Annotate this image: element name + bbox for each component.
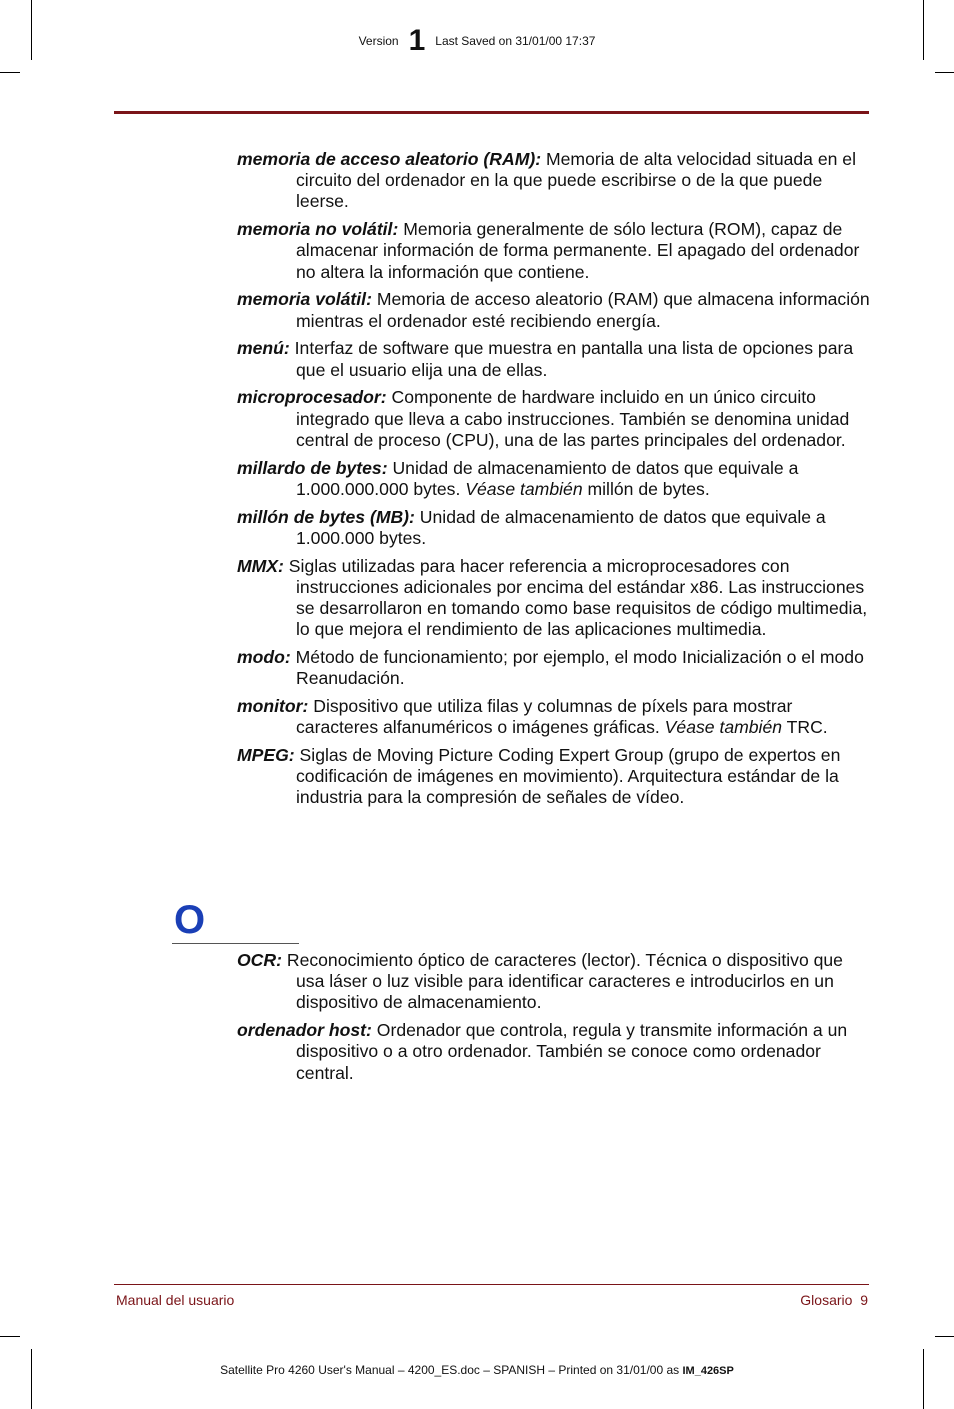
entry-definition: Unidad de almacenamiento de datos que equivale a 1.000.000.000 bytes.: [296, 457, 799, 499]
section-heading-o: O: [174, 898, 206, 942]
glossary-entry: [237, 696, 872, 738]
entry-term: OCR:: [237, 950, 282, 970]
crop-mark: [0, 1336, 20, 1337]
entry-term: microprocesador:: [237, 387, 387, 408]
glossary-entry: [237, 647, 872, 689]
entry-definition: Siglas utilizadas para hacer referencia a microprocesadores con instrucciones adicionales por encima del estándar x86. Las instrucciones se desarrollaron en tomando como base requisitos de código multimedia, lo que mejora el rendimiento de las aplicaciones multimedia.: [283, 555, 868, 640]
glossary-entry: [237, 458, 872, 500]
entry-definition: Memoria generalmente de sólo lectura (ROM), capaz de almacenar información de forma permanente. El apagado del ordenador no altera la información que contiene.: [296, 219, 860, 282]
crop-mark: [31, 1349, 32, 1409]
entry-definition: Memoria de acceso aleatorio (RAM) que almacena información mientras el ordenador esté recibiendo energía.: [296, 289, 870, 331]
entry-term: millardo de bytes:: [237, 457, 388, 478]
crop-mark: [935, 72, 954, 73]
glossary-entries-m: [237, 149, 872, 815]
glossary-entry: [237, 387, 872, 451]
glossary-entries-o: [237, 950, 872, 1090]
top-rule: [114, 111, 869, 114]
print-info: [0, 1363, 954, 1377]
last-saved: Last Saved on 31/01/00 17:37: [435, 34, 596, 48]
entry-term: ordenador host:: [237, 1020, 372, 1041]
glossary-entry: [237, 1020, 872, 1084]
entry-definition: Dispositivo que utiliza filas y columnas de píxels para mostrar caracteres alfanuméricos o imágenes gráficas.: [296, 696, 793, 738]
crop-mark: [935, 1336, 954, 1337]
glossary-entry: [237, 149, 872, 213]
crop-mark: [923, 1349, 924, 1409]
glossary-entry: [237, 950, 872, 1014]
footer-page-label: Glosario 9: [800, 1292, 868, 1308]
entry-term: memoria de acceso aleatorio (RAM):: [237, 149, 542, 169]
glossary-entry: [237, 507, 872, 549]
print-code: IM_426SP: [682, 1365, 734, 1377]
entry-definition: Memoria de alta velocidad situada en el circuito del ordenador en la que puede escribirse o de la que puede leerse.: [296, 149, 856, 212]
glossary-entry: [237, 219, 872, 283]
print-info-text: Satellite Pro 4260 User's Manual – 4200_ES.doc – SPANISH – Printed on 31/01/00 as: [220, 1363, 683, 1377]
crop-mark: [0, 72, 20, 73]
entry-definition: Método de funcionamiento; por ejemplo, el modo Inicialización o el modo Reanudación.: [290, 647, 864, 689]
entry-definition: Interfaz de software que muestra en pantalla una lista de opciones para que el usuario elija una de ellas.: [289, 338, 854, 380]
glossary-entry: [237, 745, 872, 809]
entry-term: memoria no volátil:: [237, 219, 399, 240]
footer-manual-title: Manual del usuario: [116, 1292, 235, 1308]
entry-definition: Componente de hardware incluido en un único circuito integrado que lleva a cabo instrucciones. También se denomina unidad central de proceso (CPU), una de las partes principales del ordenador.: [296, 387, 850, 450]
footer-rule: [114, 1284, 869, 1285]
entry-definition: Siglas de Moving Picture Coding Expert Group (grupo de expertos en codificación de imágenes en movimiento). Arquitectura estándar de la industria para la compresión de señales de vídeo.: [294, 745, 841, 808]
glossary-entry: [237, 338, 872, 380]
entry-definition: Unidad de almacenamiento de datos que equivale a 1.000.000 bytes.: [296, 506, 826, 548]
entry-term: memoria volátil:: [237, 289, 372, 310]
entry-term: millón de bytes (MB):: [237, 506, 415, 527]
entry-term: menú:: [237, 338, 290, 359]
entry-definition: Ordenador que controla, regula y transmite información a un dispositivo o a otro ordenador. También se conoce como ordenador central.: [296, 1020, 848, 1083]
see-also-reference: millón de bytes.: [582, 478, 710, 499]
entry-term: MMX:: [237, 555, 284, 576]
entry-definition: Reconocimiento óptico de caracteres (lector). Técnica o dispositivo que usa láser o luz visible para identificar caracteres e introducirlos en un dispositivo de almacenamiento.: [281, 950, 843, 1013]
version-header: [0, 24, 954, 58]
see-also: Véase también: [664, 717, 783, 738]
glossary-entry: [237, 289, 872, 331]
entry-term: monitor:: [237, 696, 309, 717]
entry-term: modo:: [237, 647, 291, 668]
see-also-reference: TRC.: [782, 717, 828, 738]
version-label: Version: [358, 34, 399, 48]
version-number: 1: [408, 24, 426, 57]
see-also: Véase también: [465, 478, 583, 499]
glossary-entry: [237, 556, 872, 641]
entry-term: MPEG:: [237, 745, 295, 766]
section-rule: [172, 943, 299, 944]
